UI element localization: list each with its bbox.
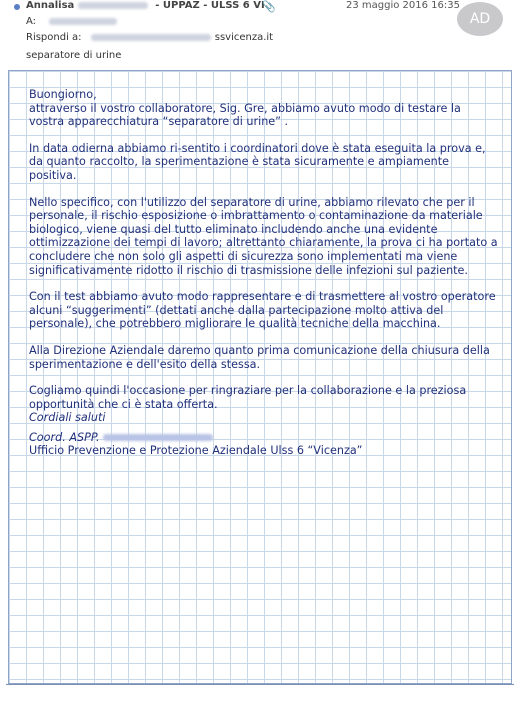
redacted-sender xyxy=(78,2,148,9)
sender-org: - UPPAZ - ULSS 6 VI xyxy=(155,0,265,11)
paragraph-3: Nello specifico, con l'utilizzo del separatore di urine, abbiamo rilevato che per il personale, il rischio esposizione o imbrattamento o contaminazione da materiale biologico, viene quasi del tutto eliminato includendo anche una evidente ottimizzazione dei tempi di lavoro; altrettanto chiaramente, la prova ci ha portato a concludere che non solo gli aspetti di sicurezza sono implementati ma viene significativamente ridotto il rischio di trasmissione delle infezioni sul paziente. xyxy=(29,195,498,277)
paragraph-2: In data odierna abbiamo ri-sentito i coordinatori dove è stata eseguita la prova e, da quanto raccolto, la sperimentazione è stata sicuramente e ampiamente positiva. xyxy=(29,141,486,182)
paragraph-4: Con il test abbiamo avuto modo rappresentare e di trasmettere al vostro operatore alcuni “suggerimenti” (dettati anche dalla partecipazione molto attiva del personale), che potrebbero migliorare le qualità tecniche della macchina. xyxy=(29,290,496,331)
reply-label: Rispondi a: xyxy=(26,32,82,43)
reply-domain: ssvicenza.it xyxy=(214,32,274,43)
sender-line[interactable] xyxy=(26,0,265,11)
paragraph-1: attraverso il vostro collaboratore, Sig. Gre, abbiamo avuto modo di testare la vostra apparecchiatura “separatore di urine” . xyxy=(29,101,461,129)
divider xyxy=(6,684,514,685)
paperclip-icon[interactable]: 📎 xyxy=(262,0,276,13)
signature-office: Ufficio Prevenzione e Protezione Aziendale Ulss 6 “Vicenza” xyxy=(29,444,363,458)
email-header xyxy=(0,0,520,66)
closing: Cordiali saluti xyxy=(29,411,106,425)
paragraph-6: Cogliamo quindi l'occasione per ringraziare per la collaborazione e la preziosa opportunità che ci è stata offerta. xyxy=(29,384,467,411)
redacted-name xyxy=(103,434,213,441)
signature xyxy=(29,431,499,458)
paragraph-5: Alla Direzione Aziendale daremo quanto prima comunicazione della chiusura della sperimentazione e dell'esito della stessa. xyxy=(29,343,490,371)
unread-dot-icon xyxy=(14,4,20,10)
sender-name: Annalisa xyxy=(26,0,75,11)
greeting: Buongiorno, xyxy=(29,88,97,101)
reply-line xyxy=(26,32,273,43)
email-date: 23 maggio 2016 16:35 xyxy=(346,0,460,11)
to-label: A: xyxy=(26,16,37,27)
redacted-recipient xyxy=(49,18,117,25)
redacted-reply xyxy=(91,34,211,41)
to-line xyxy=(26,16,121,27)
email-subject: separatore di urine xyxy=(26,50,122,61)
signature-role-line xyxy=(29,431,499,445)
letter-body xyxy=(29,88,499,458)
avatar[interactable]: AD xyxy=(457,2,503,36)
signature-role: Coord. ASPP. xyxy=(29,430,100,444)
